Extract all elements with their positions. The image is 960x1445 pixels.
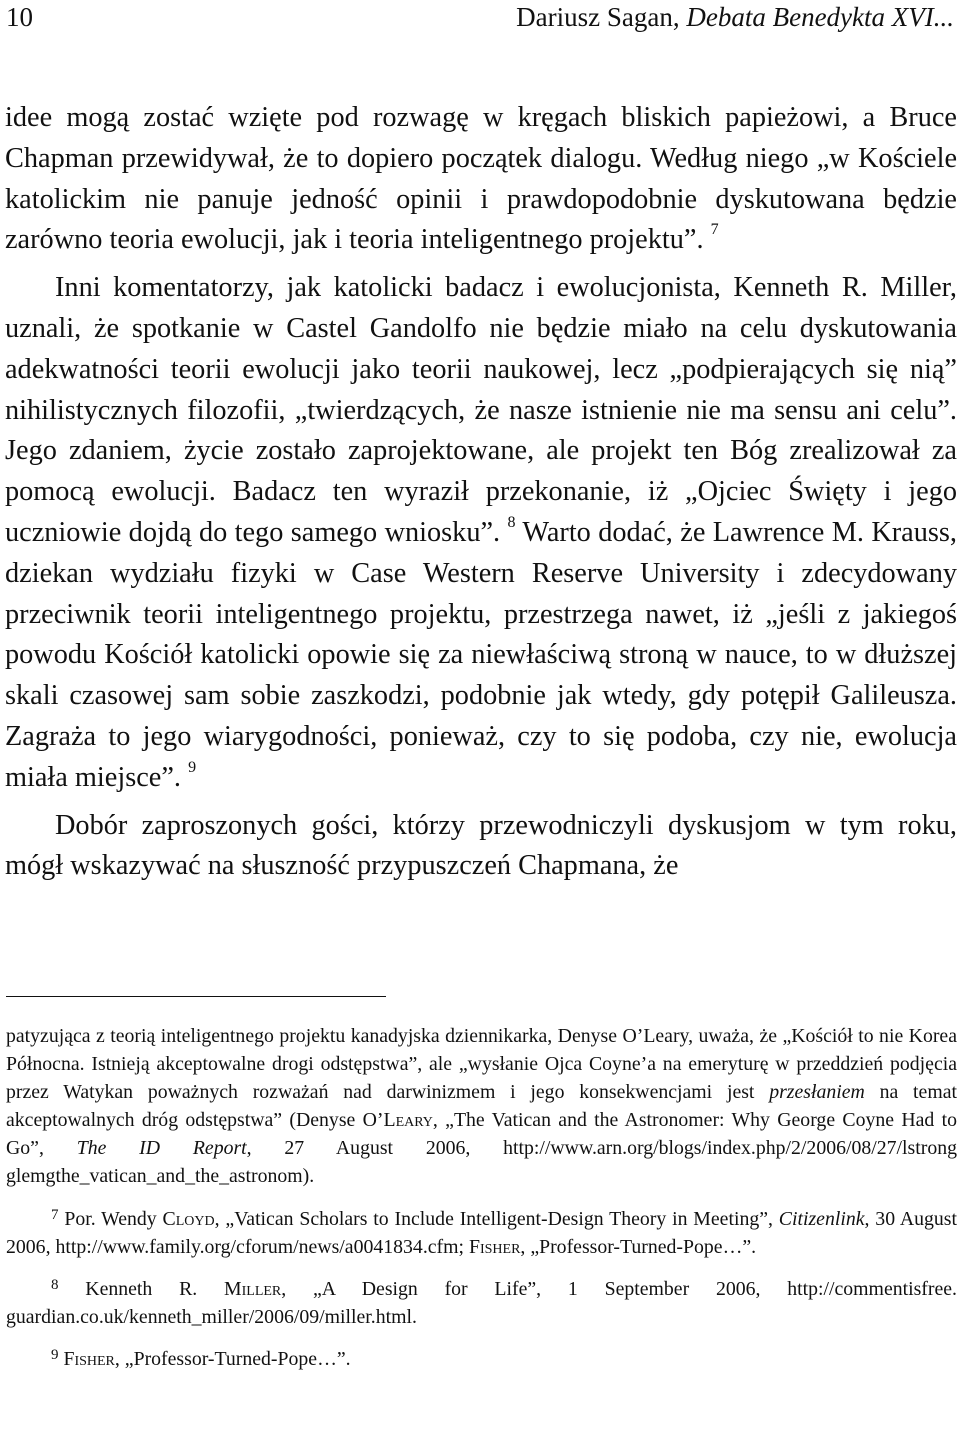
- footnote-continued-text-d: , 27 August 2006, http://www.arn.org/blogs/index.php/2/2006/08/27/lstrong glemgthe_vatican_and_the_astronom).: [6, 1137, 957, 1188]
- footnote-ref-8[interactable]: 8: [507, 513, 516, 531]
- footnote-7-number: 7: [51, 1206, 59, 1223]
- footnote-8-text-b: , „A Design for Life”, 1 September 2006, http://commentisfree. guardian.co.uk/kenneth_miller/2006/09/miller.html.: [6, 1277, 957, 1328]
- footnote-8-number: 8: [51, 1276, 59, 1293]
- paragraph-2-text-a: Inni komentatorzy, jak katolicki badacz i ewolucjonista, Kenneth R. Miller, uznali, że spotkanie w Castel Gandolfo nie będzie miało na celu dyskutowania adekwatności teorii ewolucji jako teorii naukowej, lecz „podpierających się nią” nihilistycznych filozofii, „twierdzących, że nasze istnienie nie ma sensu ani celu”. Jego zdaniem, życie zostało zaprojektowane, ale projekt ten Bóg zrealizował za pomocą ewolucji. Badacz ten wyraził przekonanie, iż „Ojciec Święty i jego uczniowie dojdą do tego samego wniosku”.: [5, 272, 957, 548]
- footnote-7-text-b: , „Vatican Scholars to Include Intelligent-Design Theory in Meeting”,: [214, 1207, 779, 1230]
- footnote-7-text-c: , 30 August 2006, http://www.family.org/cforum/news/a0041834.cfm;: [6, 1207, 957, 1258]
- footnote-9-author: Fisher: [58, 1347, 115, 1370]
- footnote-continued-text-b: na temat akceptowalnych dróg odstępstwa” (Denyse O’: [6, 1081, 957, 1132]
- paragraph-1-text: idee mogą zostać wzięte pod rozwagę w kręgach bliskich papieżowi, a Bruce Chapman przewidywał, że to dopiero początek dialogu. Według niego „w Kościele katolickim nie panuje jedność opinii i prawdopodobnie dyskutowana będzie zarówno teoria ewolucji, jak i teoria inteligentnego projektu”.: [5, 102, 957, 256]
- footnote-7-text-d: , „Professor-Turned-Pope…”.: [520, 1235, 757, 1258]
- footnote-continued-emphasis: przesłaniem: [769, 1081, 865, 1104]
- main-text: [5, 98, 957, 887]
- footnote-7-source: Citizenlink: [778, 1207, 865, 1230]
- footnote-9-number: 9: [51, 1346, 59, 1363]
- footnote-continued-text-a: patyzująca z teorią inteligentnego projektu kanadyjska dziennikarka, Denyse O’Leary, uważa, że „Kościół to nie Korea Północna. Istnieją akceptowalne drogi odstępstwa”, ale „wysłanie Ojca Coyne’a na emeryturę w przeddzień podjęcia przez Watykan poważnych rozważań nad darwinizmem i jego konsekwencjami jest: [6, 1025, 957, 1104]
- header-book-title: Debata Benedykta XVI...: [686, 2, 954, 32]
- header-author: Dariusz Sagan,: [516, 2, 687, 32]
- footnote-continued-text-c: , „The Vatican and the Astronomer: Why George Coyne Had to Go”,: [6, 1109, 958, 1160]
- page-number: 10: [6, 2, 33, 32]
- footnote-9: [6, 1345, 957, 1373]
- footnote-7-author-2: Fisher: [468, 1235, 521, 1258]
- footnotes: [6, 1022, 957, 1373]
- footnote-8: [6, 1275, 957, 1331]
- footnote-separator: [6, 996, 386, 997]
- paragraph-3: Dobór zaproszonych gości, którzy przewodniczyli dyskusjom w tym roku, mógł wskazywać na słuszność przypuszczeń Chapmana, że: [5, 809, 957, 882]
- running-header: [516, 0, 954, 34]
- paragraph-2-text-b: Warto dodać, że Lawrence M. Krauss, dziekan wydziału fizyki w Case Western Reserve University i zdecydowany przeciwnik teorii inteligentnego projektu, przestrzega nawet, iż „jeśli z jakiegoś powodu Kościół katolicki opowie się za niewłaściwą stroną w nauce, to w dłuższej skali czasowej sam sobie zaszkodzi, podobnie jak wtedy, gdy potępił Galileusza. Zagraża to jego wiarygodności, ponieważ, czy to się podoba, czy nie, ewolucja miała miejsce”.: [5, 516, 957, 793]
- footnote-9-text: , „Professor-Turned-Pope…”.: [114, 1347, 351, 1370]
- footnote-continued: [6, 1022, 957, 1191]
- footnote-7-text-a: Por. Wendy: [58, 1207, 163, 1230]
- paragraph-2: [5, 268, 957, 798]
- footnote-ref-7[interactable]: 7: [710, 221, 719, 239]
- footnote-7: [6, 1205, 957, 1261]
- paragraph-1: [5, 98, 957, 261]
- footnote-author-name: Leary: [383, 1109, 433, 1132]
- footnote-8-author: Miller: [224, 1277, 282, 1300]
- footnote-7-author: Cloyd: [162, 1207, 215, 1230]
- footnote-8-text-a: Kenneth R.: [58, 1277, 225, 1300]
- footnote-ref-9[interactable]: 9: [188, 758, 197, 776]
- footnote-journal-title: The ID Report: [76, 1137, 247, 1160]
